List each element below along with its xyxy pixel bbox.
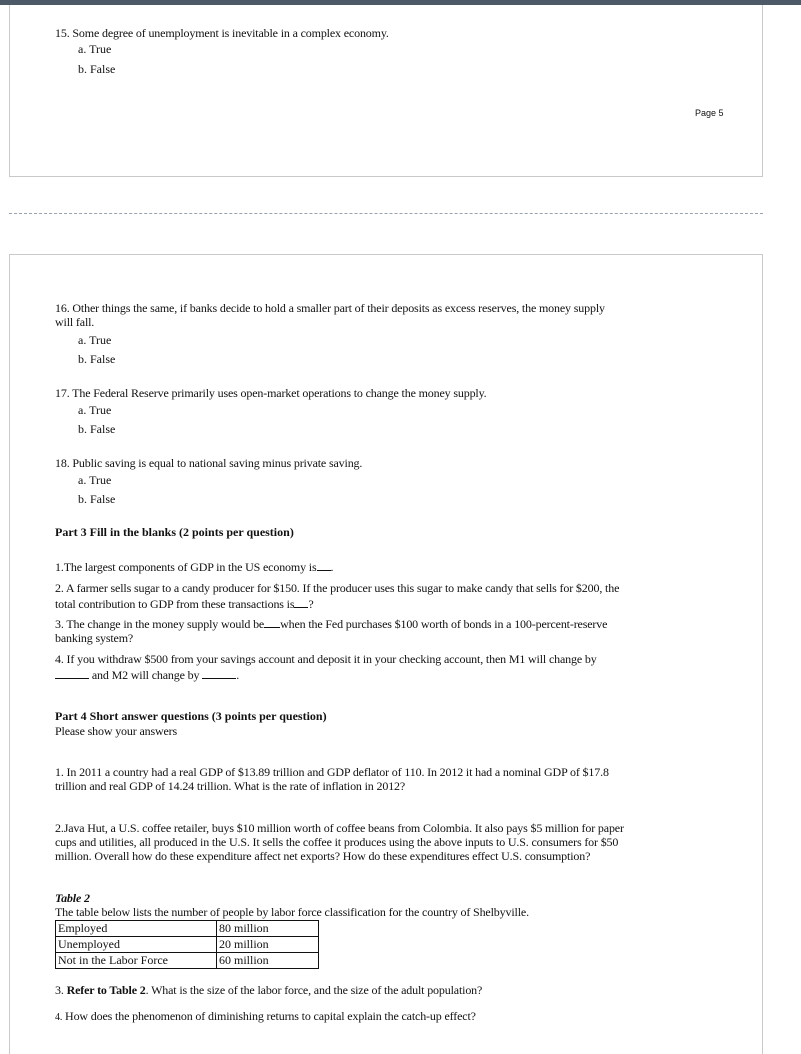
part-4-question-4-number: 4. [55, 1012, 63, 1023]
answer-blank [264, 617, 280, 628]
table-row [56, 953, 319, 969]
part-3-question-3-line1 [55, 617, 607, 631]
question-16-line1: 16. Other things the same, if banks decide to hold a smaller part of their deposits as excess reserves, the money supply [55, 301, 605, 315]
question-18-option-a: a. True [78, 473, 112, 487]
table-cell-value: 60 million [217, 953, 319, 969]
document-page-6 [9, 254, 763, 1054]
part-3-question-3-text: 3. The change in the money supply would be [55, 617, 265, 631]
question-16-option-a: a. True [78, 333, 112, 347]
part-3-question-1-text: 1.The largest components of GDP in the US economy is [55, 560, 317, 574]
answer-blank [317, 560, 331, 571]
question-15-option-a: a. True [78, 42, 112, 56]
table-2 [55, 920, 319, 969]
part-3-question-1-end: . [330, 560, 334, 574]
part-4-question-2-line3: million. Overall how do these expenditure affect net exports? How do these expenditures effect U.S. consumption? [55, 849, 591, 863]
question-17-option-b: b. False [78, 422, 116, 436]
part-4-question-3-prefix: 3. [55, 983, 67, 997]
part-3-question-2-text: total contribution to GDP from these transactions is [55, 597, 295, 611]
question-15-text: 15. Some degree of unemployment is inevitable in a complex economy. [55, 26, 389, 40]
part-4-question-1-line2: trillion and real GDP of 14.24 trillion. What is the rate of inflation in 2012? [55, 779, 406, 793]
part-4-question-4 [55, 1009, 476, 1025]
document-page-5 [9, 5, 763, 177]
table-row [56, 921, 319, 937]
question-18-text: 18. Public saving is equal to national saving minus private saving. [55, 456, 363, 470]
table-row [56, 937, 319, 953]
part-4-question-3-ref: Refer to Table 2 [66, 983, 146, 997]
part-3-question-4-line2 [55, 668, 239, 682]
part-3-question-2-line1: 2. A farmer sells sugar to a candy producer for $150. If the producer uses this sugar to make candy that sells for $200, the [55, 581, 620, 595]
question-17-text: 17. The Federal Reserve primarily uses open-market operations to change the money supply. [55, 386, 487, 400]
part-4-subheading: Please show your answers [55, 724, 178, 738]
table-2-caption: The table below lists the number of people by labor force classification for the country of Shelbyville. [55, 905, 529, 919]
part-3-question-2-end: ? [308, 597, 314, 611]
question-17-option-a: a. True [78, 403, 112, 417]
part-3-heading: Part 3 Fill in the blanks (2 points per question) [55, 525, 294, 539]
answer-blank [55, 668, 89, 679]
table-cell-label: Employed [56, 921, 217, 937]
part-4-question-2-line1: 2.Java Hut, a U.S. coffee retailer, buys $10 million worth of coffee beans from Colombia. It also pays $5 million for paper [55, 821, 624, 835]
answer-blank [294, 597, 308, 608]
table-cell-label: Unemployed [56, 937, 217, 953]
part-3-question-2-line2 [55, 597, 314, 611]
answer-blank [202, 668, 236, 679]
part-4-question-3-text: . What is the size of the labor force, and the size of the adult population? [145, 983, 483, 997]
table-2-title: Table 2 [55, 891, 90, 905]
part-4-question-1-line1: 1. In 2011 a country had a real GDP of $13.89 trillion and GDP deflator of 110. In 2012 it had a nominal GDP of $17.8 [55, 765, 609, 779]
question-16-line2: will fall. [55, 315, 95, 329]
part-3-question-3-line2: banking system? [55, 631, 134, 645]
table-cell-label: Not in the Labor Force [56, 953, 217, 969]
part-4-question-4-text: How does the phenomenon of diminishing returns to capital explain the catch-up effect? [62, 1009, 476, 1023]
question-18-option-b: b. False [78, 492, 116, 506]
table-cell-value: 80 million [217, 921, 319, 937]
table-cell-value: 20 million [217, 937, 319, 953]
part-3-question-4-mid: and M2 will change by [89, 668, 203, 682]
question-15-option-b: b. False [78, 62, 116, 76]
part-3-question-1 [55, 560, 333, 574]
part-3-question-4-end: . [236, 668, 240, 682]
part-4-question-3 [55, 983, 482, 997]
part-4-heading: Part 4 Short answer questions (3 points per question) [55, 709, 327, 723]
page-number: Page 5 [695, 108, 724, 118]
part-3-question-3-rest: when the Fed purchases $100 worth of bonds in a 100-percent-reserve [280, 617, 608, 631]
part-4-question-2-line2: cups and utilities, all produced in the U.S. It sells the coffee it produces using the above inputs to U.S. consumers for $50 [55, 835, 619, 849]
page-break-divider [9, 213, 763, 214]
part-3-question-4-line1: 4. If you withdraw $500 from your savings account and deposit it in your checking account, then M1 will change by [55, 652, 597, 666]
question-16-option-b: b. False [78, 352, 116, 366]
